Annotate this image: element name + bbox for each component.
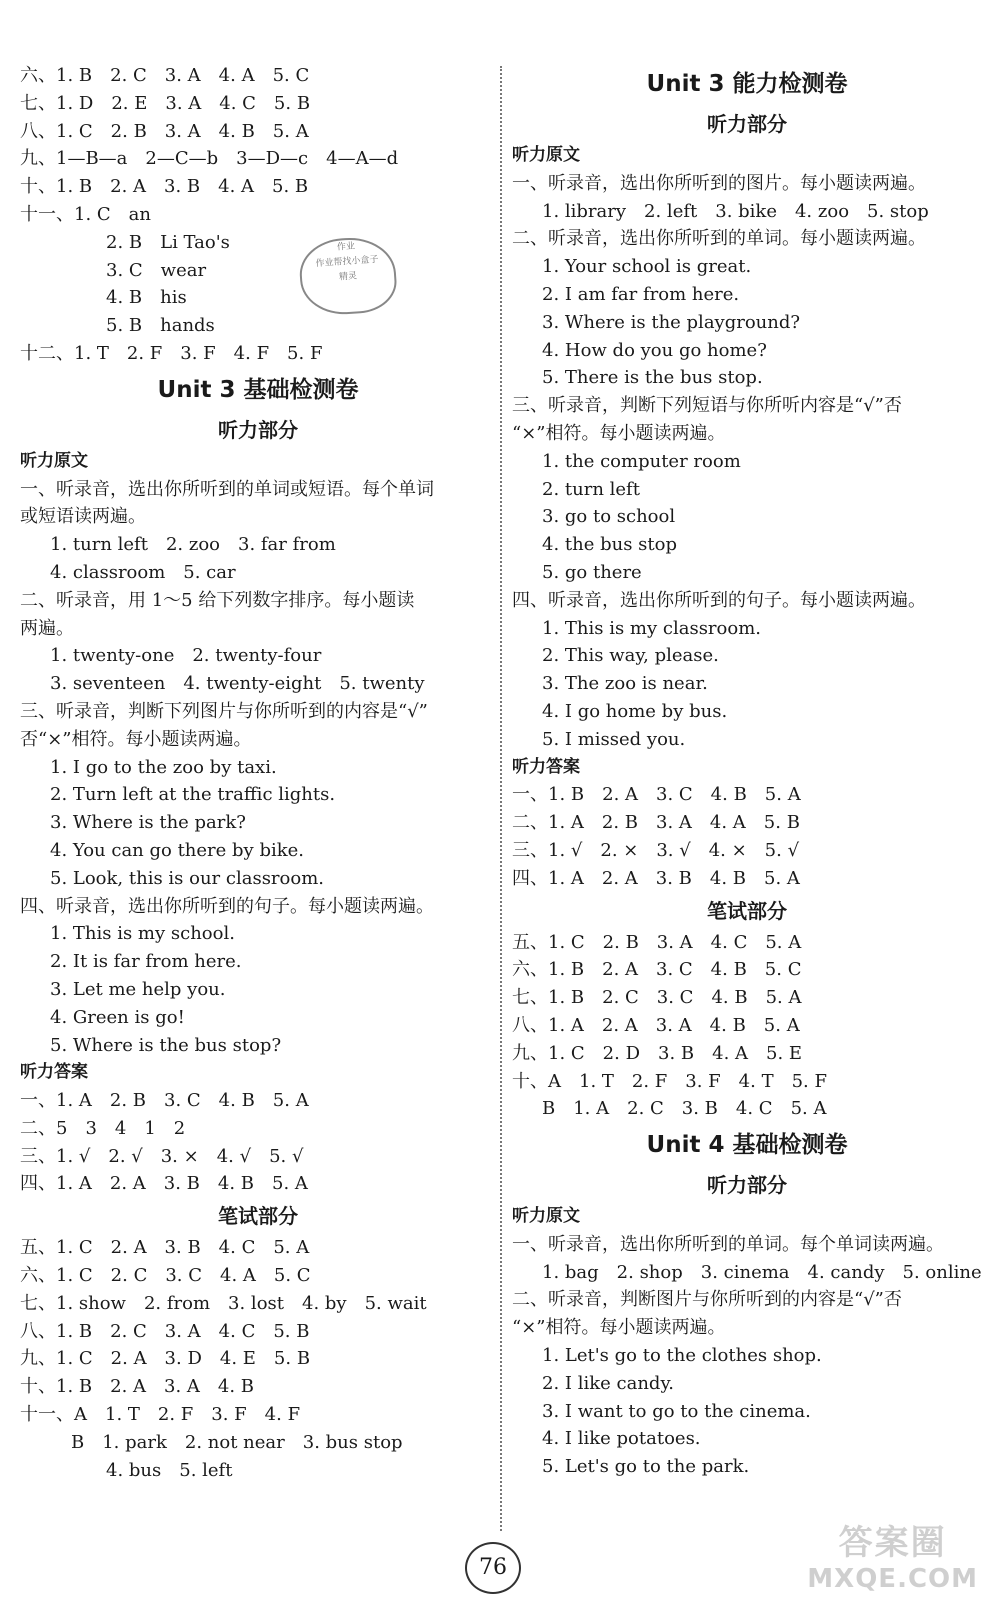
stamp-line-3: 精灵 (338, 271, 358, 283)
right-text-line: 2. I like candy. (542, 1372, 674, 1394)
right-text-line: 三、1. √ 2. × 3. √ 4. × 5. √ (512, 839, 800, 861)
right-sub-heading: 听力答案 (512, 756, 580, 777)
left-text-line: 4. bus 5. left (106, 1459, 233, 1481)
left-text-line: 三、1. √ 2. √ 3. × 4. √ 5. √ (20, 1145, 304, 1167)
right-text-line: 1. This is my classroom. (542, 617, 761, 639)
left-text-line: 1. I go to the zoo by taxi. (50, 756, 277, 778)
left-text-line: 3. C wear (106, 259, 207, 281)
right-column (512, 62, 982, 1481)
right-part-heading: 听力部分 (707, 112, 787, 136)
left-text-line: 五、1. C 2. A 3. B 4. C 5. A (20, 1237, 310, 1259)
left-text-line: 十、1. B 2. A 3. A 4. B (20, 1376, 255, 1398)
left-text-line: 四、1. A 2. A 3. B 4. B 5. A (20, 1173, 308, 1195)
right-text-line: 5. I missed you. (542, 728, 686, 750)
right-text-line: 2. I am far from here. (542, 283, 740, 305)
right-text-line: 4. How do you go home? (542, 339, 767, 361)
right-text-line: 七、1. B 2. C 3. C 4. B 5. A (512, 987, 802, 1009)
left-text-line: 八、1. C 2. B 3. A 4. B 5. A (20, 120, 309, 142)
left-text-line: 二、5 3 4 1 2 (20, 1117, 186, 1139)
left-text-line: 4. B his (106, 287, 187, 309)
right-text-line: 1. Let's go to the clothes shop. (542, 1345, 822, 1367)
left-part-heading: 笔试部分 (218, 1204, 298, 1229)
left-text-line: 十二、1. T 2. F 3. F 4. F 5. F (20, 342, 323, 364)
left-text-line: 1. turn left 2. zoo 3. far from (50, 534, 336, 556)
left-text-line: 2. Turn left at the traffic lights. (50, 784, 336, 806)
right-part-heading: 听力部分 (707, 1173, 787, 1198)
left-text-line: 5. B hands (106, 315, 215, 337)
right-text-line: 一、听录音，选出你所听到的图片。每小题读两遍。 (512, 172, 926, 194)
right-text-line: 1. Your school is great. (542, 256, 752, 278)
right-text-line: 八、1. A 2. A 3. A 4. B 5. A (512, 1014, 800, 1036)
right-text-line: 4. the bus stop (542, 534, 677, 556)
right-text-line: 3. I want to go to the cinema. (542, 1400, 811, 1422)
left-text-line: 十一、A 1. T 2. F 3. F 4. F (20, 1404, 301, 1426)
right-text-line: 1. library 2. left 3. bike 4. zoo 5. stop (542, 200, 929, 222)
right-sub-heading: 听力原文 (512, 1206, 580, 1227)
left-sub-heading: 听力原文 (20, 450, 88, 471)
right-text-line: B 1. A 2. C 3. B 4. C 5. A (542, 1098, 827, 1120)
right-part-heading: 笔试部分 (707, 898, 787, 923)
left-text-line: 5. Look, this is our classroom. (50, 867, 324, 889)
right-text-line: 4. I go home by bus. (542, 700, 728, 722)
right-section-title: Unit 4 基础检测卷 (646, 1132, 848, 1159)
left-text-line: 两遍。 (20, 617, 74, 639)
left-text-line: 3. seventeen 4. twenty-eight 5. twenty (50, 673, 425, 695)
left-text-line: 十、1. B 2. A 3. B 4. A 5. B (20, 176, 309, 198)
left-section-title: Unit 3 基础检测卷 (157, 376, 359, 403)
right-text-line: 4. I like potatoes. (542, 1428, 701, 1450)
right-text-line: 五、1. C 2. B 3. A 4. C 5. A (512, 931, 802, 953)
left-column (20, 62, 496, 1484)
watermark (807, 1515, 978, 1594)
left-text-line: 2. B Li Tao's (106, 231, 230, 253)
right-text-line: 1. the computer room (542, 450, 741, 472)
left-sub-heading: 听力答案 (20, 1062, 88, 1083)
left-text-line: 4. Green is go! (50, 1006, 185, 1028)
left-text-line: 十一、1. C an (20, 203, 151, 225)
left-text-line: 5. Where is the bus stop? (50, 1034, 282, 1056)
right-text-line: 二、1. A 2. B 3. A 4. A 5. B (512, 812, 800, 834)
stamp-line-2: 作业帮找小盒子 (315, 254, 379, 270)
left-text-line: 二、听录音，用 1～5 给下列数字排序。每小题读 (20, 589, 415, 611)
left-text-line: 七、1. D 2. E 3. A 4. C 5. B (20, 92, 311, 114)
left-text-line: 九、1—B—a 2—C—b 3—D—c 4—A—d (20, 148, 399, 170)
right-text-line: 3. Where is the playground? (542, 311, 801, 333)
right-text-line: 2. turn left (542, 478, 640, 500)
left-text-line: B 1. park 2. not near 3. bus stop (71, 1431, 403, 1453)
left-text-line: 九、1. C 2. A 3. D 4. E 5. B (20, 1348, 311, 1370)
left-text-line: 六、1. C 2. C 3. C 4. A 5. C (20, 1265, 311, 1287)
left-text-line: 三、听录音，判断下列图片与你所听到的内容是“√” (20, 700, 428, 722)
left-text-line: 八、1. B 2. C 3. A 4. C 5. B (20, 1320, 310, 1342)
right-text-line: 四、1. A 2. A 3. B 4. B 5. A (512, 867, 800, 889)
right-text-line: 5. Let's go to the park. (542, 1456, 750, 1478)
right-text-line: 3. The zoo is near. (542, 673, 708, 695)
left-text-line: 四、听录音，选出你所听到的句子。每小题读两遍。 (20, 895, 434, 917)
right-text-line: 九、1. C 2. D 3. B 4. A 5. E (512, 1042, 803, 1064)
left-text-line: 4. You can go there by bike. (50, 839, 305, 861)
left-text-line: 或短语读两遍。 (20, 506, 146, 528)
right-text-line: 5. There is the bus stop. (542, 367, 763, 389)
right-text-line: 三、听录音，判断下列短语与你所听内容是“√”否 (512, 395, 902, 417)
right-text-line: 六、1. B 2. A 3. C 4. B 5. C (512, 959, 802, 981)
left-text-line: 1. This is my school. (50, 923, 235, 945)
right-text-line: 3. go to school (542, 506, 676, 528)
right-text-line: “×”相符。每小题读两遍。 (512, 422, 726, 444)
right-text-line: 一、听录音，选出你所听到的单词。每个单词读两遍。 (512, 1233, 944, 1255)
watermark-text: 答案圈 (838, 1523, 947, 1563)
left-text-line: 4. classroom 5. car (50, 561, 236, 583)
right-text-line: “×”相符。每小题读两遍。 (512, 1317, 726, 1339)
right-text-line: 一、1. B 2. A 3. C 4. B 5. A (512, 784, 801, 806)
right-text-line: 十、A 1. T 2. F 3. F 4. T 5. F (512, 1070, 827, 1092)
right-text-line: 二、听录音，判断图片与你所听到的内容是“√”否 (512, 1289, 902, 1311)
left-text-line: 2. It is far from here. (50, 951, 242, 973)
left-text-line: 七、1. show 2. from 3. lost 4. by 5. wait (20, 1292, 427, 1314)
watermark-url: MXQE.COM (807, 1564, 978, 1594)
stamp-line-1: 作业 (336, 241, 356, 253)
left-text-line: 六、1. B 2. C 3. A 4. A 5. C (20, 65, 310, 86)
right-text-line: 2. This way, please. (542, 645, 719, 667)
right-section-title: Unit 3 能力检测卷 (646, 71, 848, 97)
right-text-line: 5. go there (542, 561, 642, 583)
right-text-line: 二、听录音，选出你所听到的单词。每小题读两遍。 (512, 228, 926, 250)
left-text-line: 3. Let me help you. (50, 978, 226, 1000)
left-text-line: 1. twenty-one 2. twenty-four (50, 645, 322, 667)
left-text-line: 否“×”相符。每小题读两遍。 (20, 728, 252, 750)
page-number: 76 (465, 1542, 521, 1594)
right-text-line: 四、听录音，选出你所听到的句子。每小题读两遍。 (512, 589, 926, 611)
column-divider (500, 66, 502, 1531)
right-text-line: 1. bag 2. shop 3. cinema 4. candy 5. online (542, 1261, 982, 1283)
left-text-line: 一、听录音，选出你所听到的单词或短语。每个单词 (20, 478, 434, 500)
left-part-heading: 听力部分 (218, 417, 298, 442)
right-sub-heading: 听力原文 (512, 145, 580, 165)
left-text-line: 3. Where is the park? (50, 812, 246, 834)
left-text-line: 一、1. A 2. B 3. C 4. B 5. A (20, 1090, 309, 1112)
